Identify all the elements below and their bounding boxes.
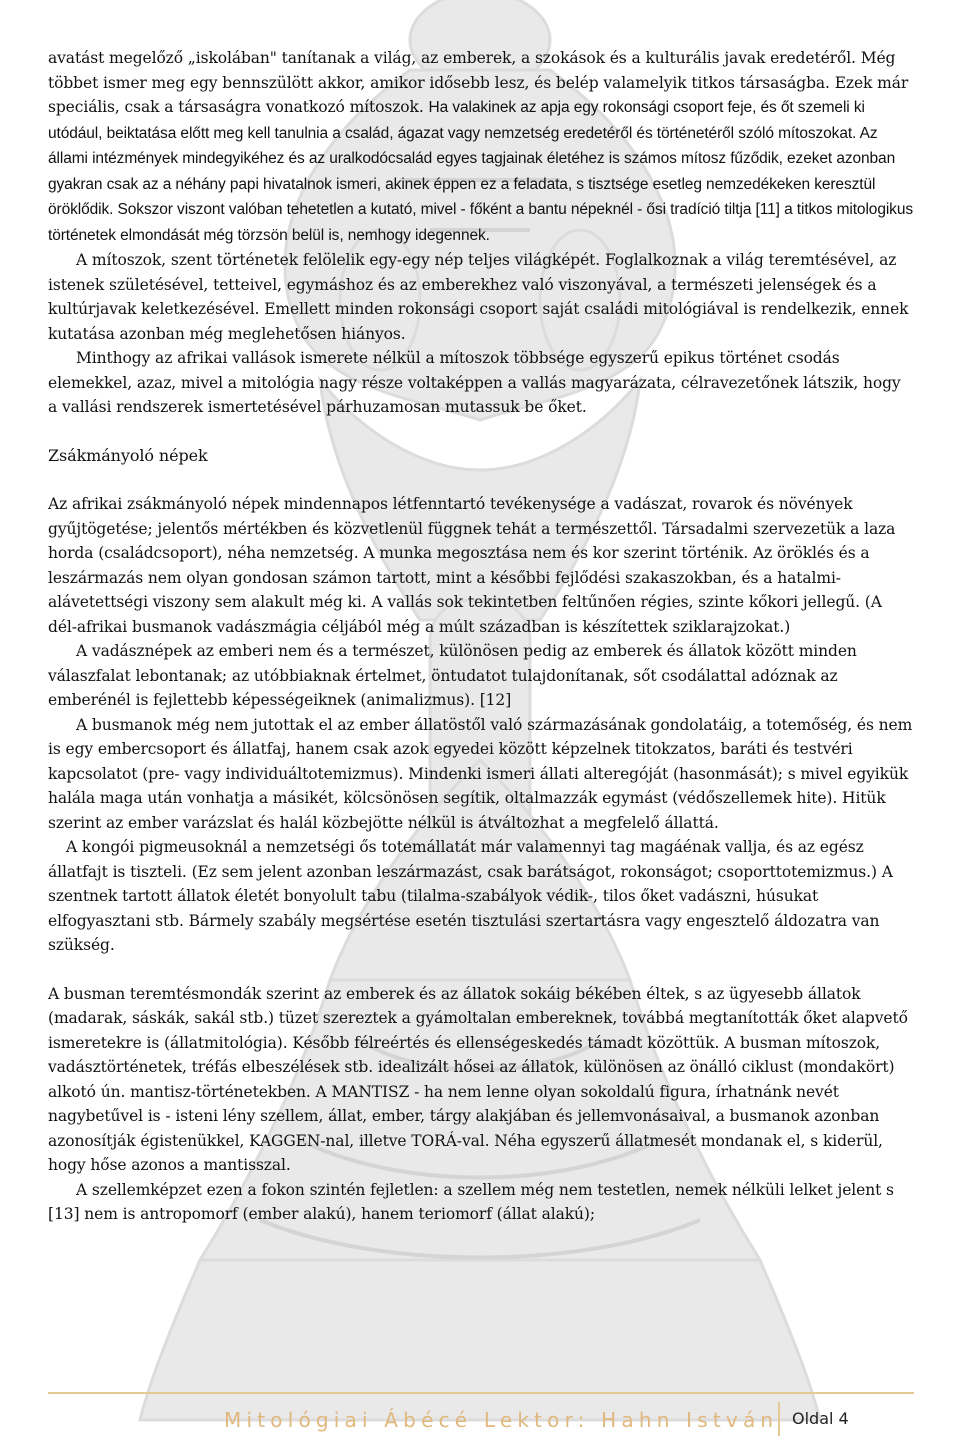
paragraph-1: avatást megelőző „iskolában" tanítanak a világ, az emberek, a szokások és a kulturális javak eredetéről. Még többet ismer meg egy bennszülött akkor, amikor idősebb lesz, és belép valamelyik titkos társaságba. Ezek már speciális, csak a társaságra vonatkozó mítoszok. Ha valakinek az apja egy rokonsági csoport feje, és őt szemeli ki utódául, beiktatása előtt meg kell tanulnia a család, ágazat vagy nemzetség eredetéről és történetéről szóló mítoszokat. Az állami intézmények mindegyikéhez és az uralkodócsalád egyes tagjainak életéhez is számos mítosz fűződik, ezeket azonban gyakran csak az a néhány papi hivatalnok ismeri, akinek éppen ez a feladata, s tisztsége esetleg nemzedékeken keresztül öröklődik. Sokszor viszont valóban tehetetlen a kutató, mivel - főként a bantu népeknél - ősi tradíció tiltja [11] a titkos mitologikus történetek elmondását még törzsön belül is, nemhogy idegennek.: [48, 49, 914, 244]
footer-title: Mitológiai Ábécé Lektor: Hahn István: [224, 1408, 779, 1432]
paragraph-5: A vadásznépek az emberi nem és a természet, különösen pedig az emberek és állatok között minden válaszfalat lebontanak; az utóbbiaknak értelmet, öntudatot tulajdonítanak, sőt csodálattal adóznak az emberénél is fejlettebb képességeiknek (animalizmus). [12]: [48, 642, 857, 709]
article-body: [48, 46, 914, 1227]
paragraph-9: A szellemképzet ezen a fokon szintén fejletlen: a szellem még nem testetlen, nemek nélküli lelket jelent s [13] nem is antropomorf (ember alakú), hanem teriomorf (állat alakú);: [48, 1180, 894, 1223]
paragraph-6: A busmanok még nem jutottak el az ember állatöstől való származásának gondolatáig, a totemőség, és nem is egy embercsoport és állatfaj, hanem csak azok egyedei között képzelnek titokzatos, baráti és testvéri kapcsolatot (pre- vagy individuáltotemizmus). Mindenki ismeri állati alteregóját (hasonmását); s mivel egyikük halála maga után vonhatja a másikét, kölcsönösen segítik, oltalmazzák egymást (védőszellemek hite). Hitük szerint az ember varázslat és halál közbejötte nélkül is átváltozhat a megfelelő állattá.: [48, 715, 913, 832]
paragraph-2: A mítoszok, szent történetek felölelik egy-egy nép teljes világképét. Foglalkoznak a világ teremtésével, az istenek születésével, tetteivel, egymáshoz és az emberekhez való viszonyával, a természeti jelenségek és a kultúrjavak keletkezésével. Emellett minden rokonsági csoport saját családi mitológiával is rendelkezik, ennek kutatása azonban még meglehetősen hiányos.: [48, 251, 909, 343]
spacer: [48, 420, 914, 444]
paragraph-3: Minthogy az afrikai vallások ismerete nélkül a mítoszok többsége egyszerű epikus történet csodás elemekkel, azaz, mivel a mitológia nagy része voltaképpen a vallás magyarázata, célravezetőnek látszik, hogy a vallási rendszerek ismertetésével párhuzamosan mutassuk be őket.: [48, 349, 901, 416]
paragraph-8: A busman teremtésmondák szerint az emberek és az állatok sokáig békében éltek, s az ügyesebb állatok (madarak, sáskák, sakál stb.) tüzet szereztek a gyámoltalan embereknek, továbbá megtanították őket alapvető ismeretekre is (állatmitológia). Később félreértés és ellenségeskedés támadt közöttük. A busman mítoszok, vadásztörténetek, tréfás elbeszélések stb. idealizált hősei az állatok, különösen az önálló ciklust (mondakört) alkotó ún. mantisz-történetekben. A MANTISZ - ha nem lenne olyan sokoldalú figura, írhatnánk nevét nagybetűvel is - isteni lény szellem, állat, ember, tárgy alakjában és jellemvonásaival, a busmanok azonban azonosítják égistenükkel, KAGGEN-nal, illetve TORÁ-val. Néha egyszerű állatmesét mondanak el, s kiderül, hogy hőse azonos a mantisszal.: [48, 984, 908, 1174]
paragraph-1-continuation: Ha valakinek az apja egy rokonsági csoport feje, és őt szemeli ki utódául, beiktatása előtt meg kell tanulnia a család, ágazat vagy nemzetség eredetéről és történetéről szóló mítoszokat. Az állami intézmények mindegyikéhez és az uralkodócsalád egyes tagjainak életéhez is számos mítosz fűződik, ezeket azonban gyakran csak az a néhány papi hivatalnok ismeri, akinek éppen ez a feladata, s tisztsége esetleg nemzedékeken keresztül öröklődik. Sokszor viszont valóban tehetetlen a kutató, mivel - főként a bantu népeknél - ősi tradíció tiltja [11] a titkos mitologikus történetek elmondását még törzsön belül is, nemhogy idegennek.: [48, 99, 914, 244]
section-heading: Zsákmányoló népek: [48, 445, 208, 465]
spacer: [48, 958, 914, 982]
paragraph-7: A kongói pigmeusoknál a nemzetségi ős totemállatát már valamennyi tag magáénak vallja, és az egész állatfajt is tiszteli. (Ez sem jelent azonban leszármazást, csak barátságot, rokonságot; csoporttotemizmus.) A szentnek tartott állatok életét bonyolult tabu (tilalma-szabályok védik-, tilos őket vadászni, húsukat elfogyasztani stb. Bármely szabály megsértése esetén tisztulási szertartásra vagy engesztelő áldozatra van szükség.: [48, 838, 893, 954]
footer-divider: [778, 1402, 780, 1436]
paragraph-4: Az afrikai zsákmányoló népek mindennapos létfenntartó tevékenysége a vadászat, rovarok és növények gyűjtögetése; jelentős mértékben és közvetlenül függnek tehát a természettől. Társadalmi szervezetük a laza horda (családcsoport), néha nemzetség. A munka megosztása nem és kor szerint történik. Az öröklés és a leszármazás nem olyan gondosan számon tartott, mint a későbbi fejlődési szakaszokban, és a hatalmi-alávetettségi viszony sem alakult még ki. A vallás sok tekintetben feltűnően régies, szinte kőkori jellegű. (A dél-afrikai busmanok vadászmágia céljából még a múlt században is készítettek sziklarajzokat.): [48, 495, 896, 636]
page-number: Oldal 4: [792, 1409, 849, 1428]
page-footer: [48, 1392, 914, 1434]
spacer: [48, 468, 914, 492]
